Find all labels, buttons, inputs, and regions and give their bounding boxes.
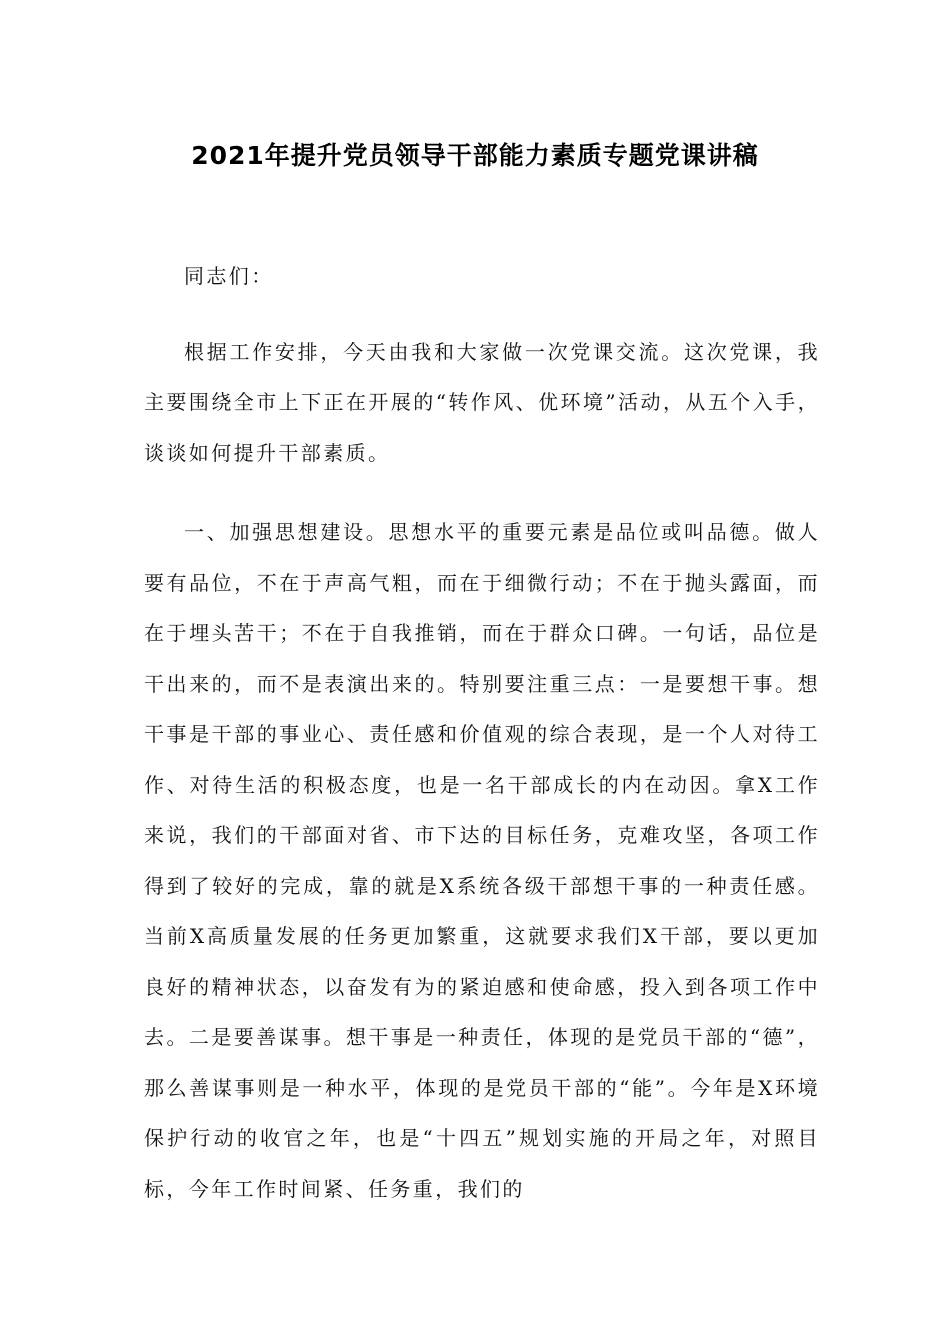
document-body (144, 251, 820, 1243)
greeting-paragraph: 同志们： (184, 264, 274, 288)
intro-paragraph: 根据工作安排，今天由我和大家做一次党课交流。这次党课，我主要围绕全市上下正在开展的“转作风、优环境”活动，从五个入手，谈谈如何提升干部素质。 (144, 339, 820, 465)
document-title: 2021年提升党员领导干部能力素质专题党课讲稿 (191, 141, 759, 170)
section-one-paragraph: 一、加强思想建设。思想水平的重要元素是品位或叫品德。做人要有品位，不在于声高气粗，而在于细微行动；不在于抛头露面，而在于埋头苦干；不在于自我推销，而在于群众口碑。一句话，品位是干出来的，而不是表演出来的。特别要注重三点：一是要想干事。想干事是干部的事业心、责任感和价值观的综合表现，是一个人对待工作、对待生活的积极态度，也是一名干部成长的内在动因。拿X工作来说，我们的干部面对省、市下达的目标任务，克难攻坚，各项工作得到了较好的完成，靠的就是X系统各级干部想干事的一种责任感。当前X高质量发展的任务更加繁重，这就要求我们X干部，要以更加良好的精神状态，以奋发有为的紧迫感和使命感，投入到各项工作中去。二是要善谋事。想干事是一种责任，体现的是党员干部的“德”，那么善谋事则是一种水平，体现的是党员干部的“能”。今年是X环境保护行动的收官之年，也是“十四五”规划实施的开局之年，对照目标，今年工作时间紧、任务重，我们的 (144, 520, 820, 1201)
